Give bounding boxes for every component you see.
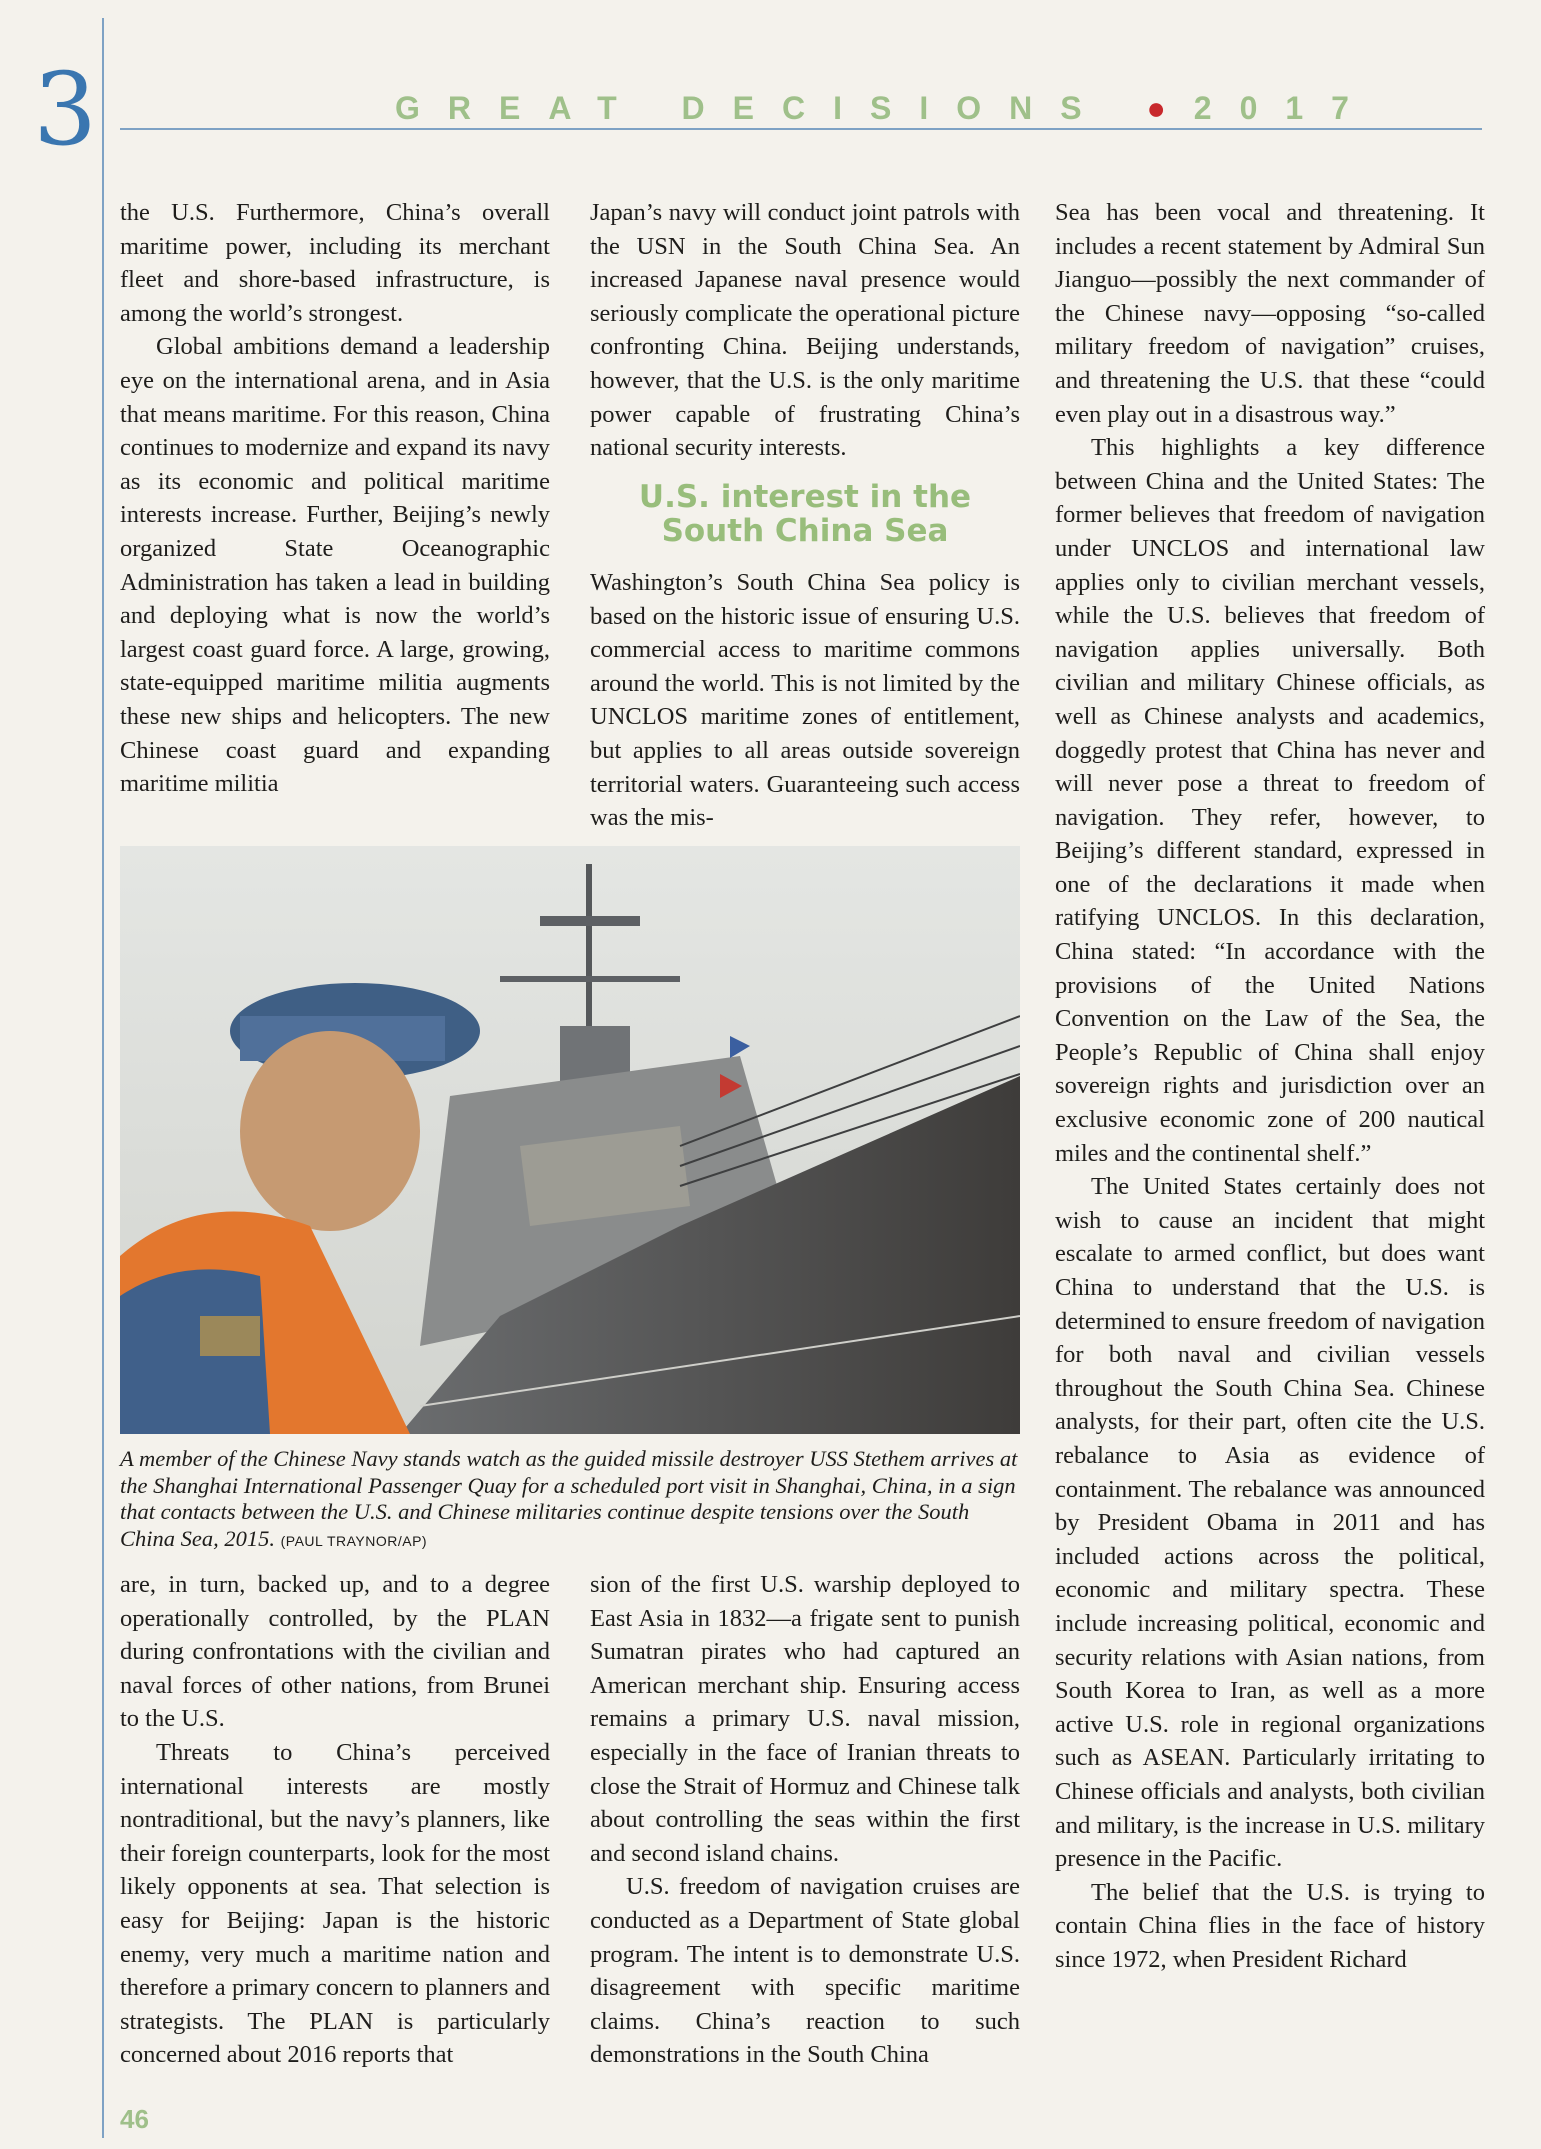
running-head-year: 2017 (1193, 90, 1377, 126)
paragraph: Japan’s navy will conduct joint patrols with the USN in the South China Sea. An increased Japanese naval presence would seriously complicate the operational picture confronting China. Beijing understands, however, that the U.S. is the only maritime power capable of frustrating China’s national security interests. (590, 199, 1020, 462)
paragraph: the U.S. Furthermore, China’s overall maritime power, including its merchant fleet and shore-based infrastructure, is among the world’s strongest. (120, 199, 550, 327)
column-1-top (120, 196, 550, 828)
margin-rule (102, 18, 104, 2138)
column-1-bottom (120, 1568, 550, 2078)
column-2-middle (590, 566, 1020, 830)
bullet-icon: ● (1146, 90, 1166, 126)
paragraph: are, in turn, backed up, and to a degree operationally controlled, by the PLAN during confrontations with the civilian and naval forces of other nations, from Brunei to the U.S. (120, 1571, 550, 1733)
photo-illustration (120, 846, 1020, 1434)
column-2-top (590, 196, 1020, 476)
paragraph: This highlights a key difference between China and the United States: The former believes that freedom of navigation under UNCLOS and international law applies only to civilian merchant vessels, while the U.S. believes that freedom of navigation applies universally. Both civilian and military Chinese officials, as well as Chinese analysts and academics, doggedly protest that China has never and will never pose a threat to freedom of navigation. They refer, however, to Beijing’s different standard, expressed in one of the declarations it made when ratifying UNCLOS. In this declaration, China stated: “In accordance with the provisions of the United Nations Convention on the Law of the Sea, the People’s Republic of China shall enjoy sovereign rights and jurisdiction over an exclusive economic zone of 200 nautical miles and the continental shelf.” (1055, 434, 1485, 1167)
photo-caption (120, 1446, 1020, 1554)
paragraph: Sea has been vocal and threatening. It includes a recent statement by Admiral Sun Jianguo—possibly the next commander of the Chinese navy—opposing “so-called military freedom of navigation” cruises, and threatening the U.S. that these “could even play out in a disastrous way.” (1055, 199, 1485, 428)
paragraph: Global ambitions demand a leadership eye on the international arena, and in Asia that means maritime. For this reason, China continues to modernize and expand its navy as its economic and political maritime interests increase. Further, Beijing’s newly organized State Oceanographic Administration has taken a lead in building and deploying what is now the world’s largest coast guard force. A large, growing, state-equipped maritime militia augments these new ships and helicopters. The new Chinese coast guard and expanding maritime militia (120, 333, 550, 798)
caption-text: A member of the Chinese Navy stands watch as the guided missile destroyer USS Stethem arrives at the Shanghai International Passenger Quay for a scheduled port visit in Shanghai, China, in a sign that contacts between the U.S. and Chinese militaries continue despite tensions over the South China Sea, 2015. (120, 1446, 1018, 1551)
running-head-title: GREAT DECISIONS (395, 90, 1110, 126)
section-heading-line-1: U.S. interest in the (638, 479, 972, 515)
paragraph: The United States certainly does not wish to cause an incident that might escalate to armed conflict, but does want China to understand that the U.S. is determined to ensure freedom of navigation for both naval and civilian vessels throughout the South China Sea. Chinese analysts, for their part, often cite the U.S. rebalance to Asia as evidence of containment. The rebalance was announced by President Obama in 2011 and has included actions across the political, economic and military spectra. These include increasing political, economic and security relations with Asian nations, from South Korea to Iran, as well as a more active U.S. role in regional organizations such as ASEAN. Particularly irritating to Chinese officials and analysts, both civilian and military, is the increase in U.S. military presence in the Pacific. (1055, 1173, 1485, 1873)
paragraph: U.S. freedom of navigation cruises are conducted as a Department of State global program. The intent is to demonstrate U.S. disagreement with specific maritime claims. China’s reaction to such demonstrations in the South China (590, 1873, 1020, 2069)
paragraph: The belief that the U.S. is trying to contain China flies in the face of history since 1972, when President Richard (1055, 1878, 1485, 1973)
photo-credit: (PAUL TRAYNOR/AP) (280, 1532, 428, 1549)
page-number: 46 (120, 2104, 149, 2134)
section-heading-line-2: South China Sea (661, 513, 949, 549)
column-3 (1055, 196, 1485, 2066)
section-heading (590, 480, 1020, 564)
paragraph: Threats to China’s perceived international interests are mostly nontraditional, but the navy’s planners, like their foreign counterparts, look for the most likely opponents at sea. That selection is easy for Beijing: Japan is the historic enemy, very much a maritime nation and therefore a primary concern to planners and strategists. The PLAN is particularly concerned about 2016 reports that (120, 1738, 550, 2069)
paragraph: sion of the first U.S. warship deployed to East Asia in 1832—a frigate sent to punish Sumatran pirates who had captured an American merchant ship. Ensuring access remains a primary U.S. naval mission, especially in the face of Iranian threats to close the Strait of Hormuz and Chinese talk about controlling the seas within the first and second island chains. (590, 1571, 1020, 1867)
header-rule (120, 128, 1482, 130)
news-photo (120, 846, 1020, 1434)
paragraph: Washington’s South China Sea policy is based on the historic issue of ensuring U.S. commercial access to maritime commons around the world. This is not limited by the UNCLOS maritime zones of entitlement, but applies to all areas outside sovereign territorial waters. Guaranteeing such access was the mis- (590, 569, 1020, 832)
column-2-bottom (590, 1568, 1020, 2078)
running-head (395, 84, 1377, 132)
chapter-number: 3 (33, 51, 97, 168)
